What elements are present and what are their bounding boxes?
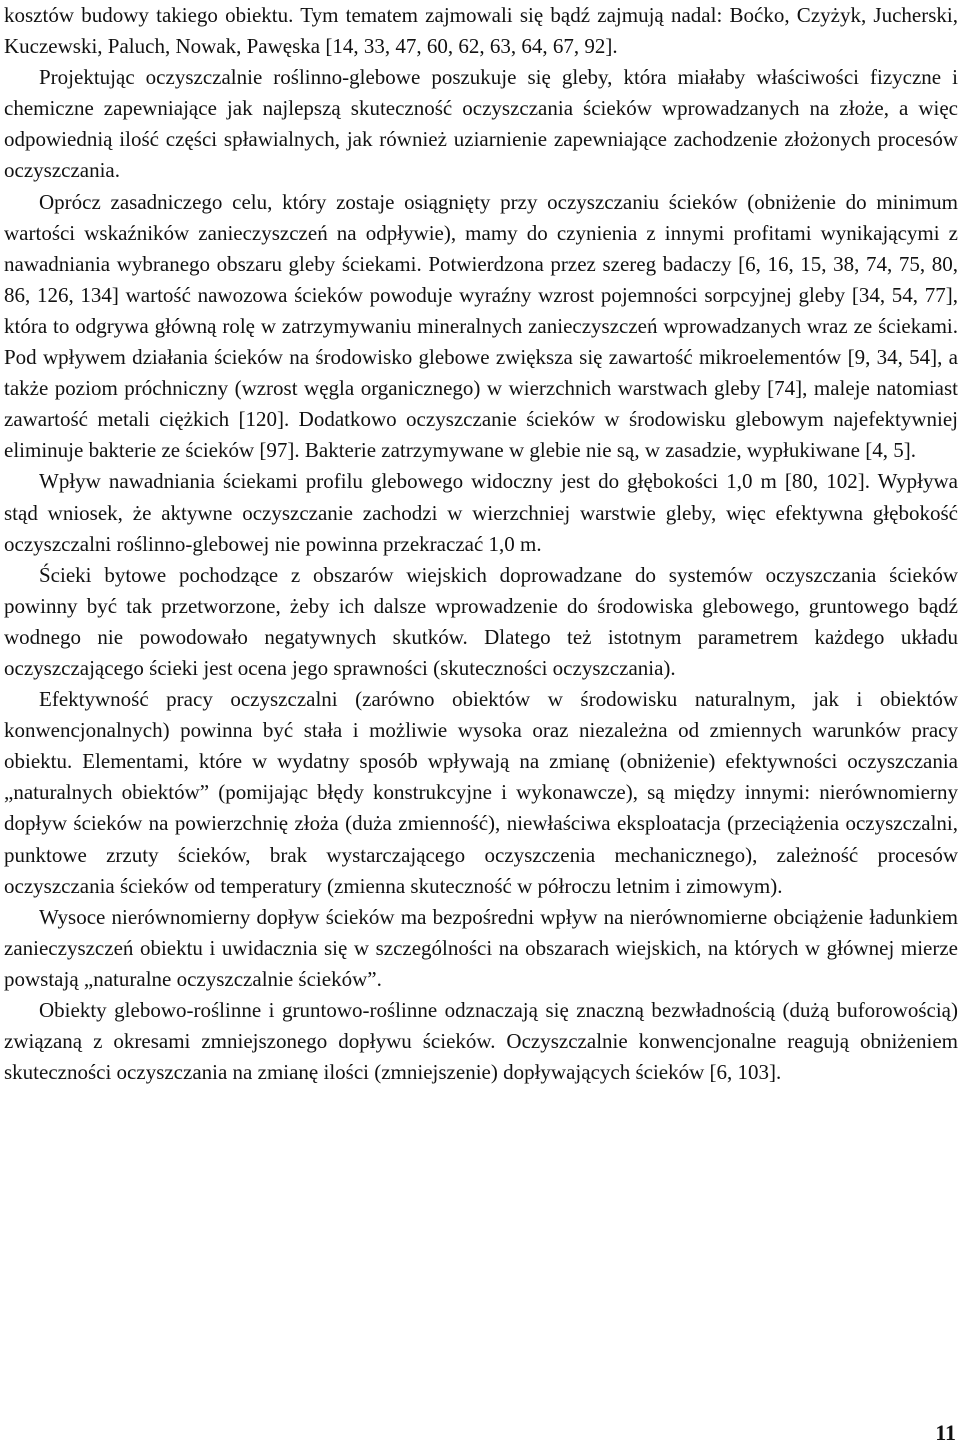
paragraph-4: Wpływ nawadniania ściekami profilu glebowego widoczny jest do głębokości 1,0 m [80, 102]. Wypływa stąd wniosek, że aktywne oczyszczanie zachodzi w wierzchniej warstwie gleby, więc efektywna głębokość oczyszczalni roślinno-glebowej nie powinna przekraczać 1,0 m. — [4, 469, 958, 556]
paragraph-2: Projektując oczyszczalnie roślinno-glebowe poszukuje się gleby, która miałaby właściwości fizyczne i chemiczne zapewniające jak najlepszą skuteczność oczyszczania ścieków wprowadzanych na złoże, a więc odpowiednią ilość części spławialnych, jak również uziarnienie zapewniające zachodzenie złożonych procesów oczyszczania. — [4, 65, 958, 183]
paragraph-7: Wysoce nierównomierny dopływ ścieków ma bezpośredni wpływ na nierównomierne obciążenie ładunkiem zanieczyszczeń obiektu i uwidacznia się w szczególności na obszarach wiejskich, na których w głównej mierze powstają „naturalne oczyszczalnie ścieków”. — [4, 904, 958, 991]
paragraph-6: Efektywność pracy oczyszczalni (zarówno obiektów w środowisku naturalnym, jak i obiektów konwencjonalnych) powinna być stała i możliwie wysoka oraz niezależna od zmiennych warunków pracy obiektu. Elementami, które w wydatny sposób wpływają na zmianę (obniżenie) efektywności oczyszczania „naturalnych obiektów” (pomijając błędy konstrukcyjne i wykonawcze), są między innymi: nierównomierny dopływ ścieków na powierzchnię złoża (duża zmienność), niewłaściwa eksploatacja (przeciążenia oczyszczalni, punktowe zrzuty ścieków, brak wystarczającego oczyszczenia mechanicznego), zależność procesów oczyszczania ścieków od temperatury (zmienna skuteczność w półroczu letnim i zimowym). — [4, 687, 958, 898]
paragraph-5: Ścieki bytowe pochodzące z obszarów wiejskich doprowadzane do systemów oczyszczania ścieków powinny być tak przetworzone, żeby ich dalsze wprowadzenie do środowiska glebowego, gruntowego bądź wodnego nie powodowało negatywnych skutków. Dlatego też istotnym parametrem każdego układu oczyszczającego ścieki jest ocena jego sprawności (skuteczności oczyszczania). — [4, 562, 958, 680]
paragraph-1: kosztów budowy takiego obiektu. Tym tematem zajmowali się bądź zajmują nadal: Boćko, Czyżyk, Jucherski, Kuczewski, Paluch, Nowak, Pawęska [14, 33, 47, 60, 62, 63, 64, 67, 92]. — [4, 3, 958, 59]
page-number: 11 — [935, 1420, 956, 1445]
document-page — [4, 0, 958, 1455]
paragraph-8: Obiekty glebowo-roślinne i gruntowo-roślinne odznaczają się znaczną bezwładnością (dużą buforowością) związaną z okresami zmniejszonego dopływu ścieków. Oczyszczalnie konwencjonalne reagują obniżeniem skuteczności oczyszczania na zmianę ilości (zmniejszenie) dopływających ścieków [6, 103]. — [4, 998, 958, 1085]
paragraph-3: Oprócz zasadniczego celu, który zostaje osiągnięty przy oczyszczaniu ścieków (obniżenie do minimum wartości wskaźników zanieczyszczeń na odpływie), mamy do czynienia z innymi profitami wynikającymi z nawadniania wybranego obszaru gleby ściekami. Potwierdzona przez szereg badaczy [6, 16, 15, 38, 74, 75, 80, 86, 126, 134] wartość nawozowa ścieków powoduje wyraźny wzrost pojemności sorpcyjnej gleby [34, 54, 77], która to odgrywa główną rolę w zatrzymywaniu mineralnych zanieczyszczeń wprowadzanych wraz ze ściekami. Pod wpływem działania ścieków na środowisko glebowe zwiększa się zawartość mikroelementów [9, 34, 54], a także poziom próchniczny (wzrost węgla organicznego) w wierzchnich warstwach gleby [74], maleje natomiast zawartość metali ciężkich [120]. Dodatkowo oczyszczanie ścieków w środowisku glebowym najefektywniej eliminuje bakterie ze ścieków [97]. Bakterie zatrzymywane w glebie nie są, w zasadzie, wypłukiwane [4, 5]. — [4, 189, 958, 463]
